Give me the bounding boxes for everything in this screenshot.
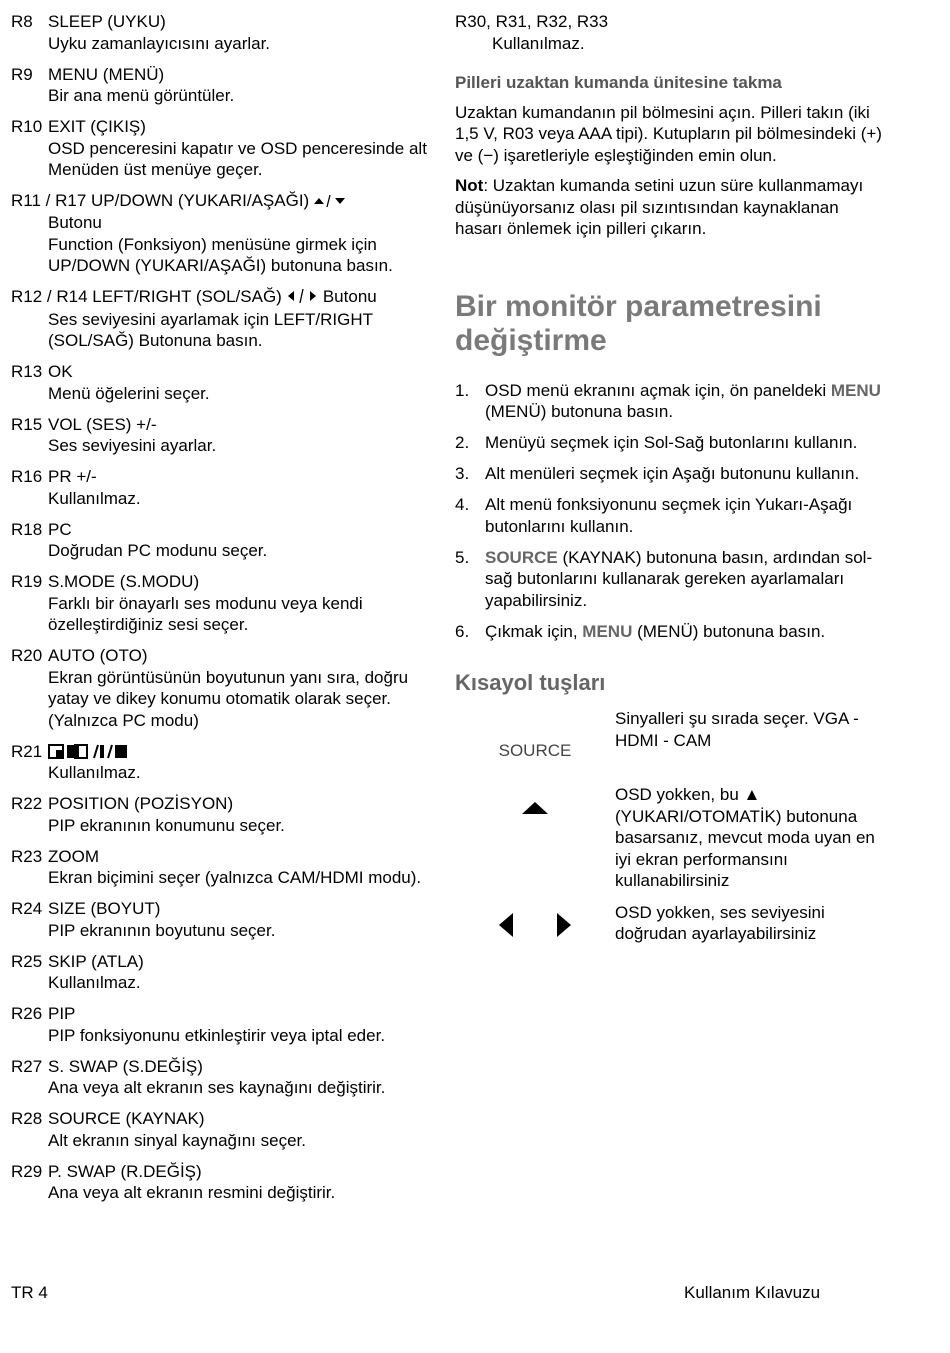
key-description: OSD penceresini kapatır ve OSD penceresinde alt Menüden üst menüye geçer. xyxy=(48,138,427,179)
key-title: PR +/- xyxy=(48,467,97,487)
key-code: R26 xyxy=(11,1004,43,1024)
key-code: R12 / R14 xyxy=(11,287,88,307)
key-description: Kullanılmaz. xyxy=(48,488,141,508)
footer-page-number: TR 4 xyxy=(11,1283,48,1302)
remote-key-entry xyxy=(11,951,431,994)
r30-r33-title: R30, R31, R32, R33 xyxy=(455,12,609,31)
key-code: R16 xyxy=(11,467,43,487)
step-text: OSD menü ekranını açmak için, ön paneldeki xyxy=(485,380,831,400)
key-code: R25 xyxy=(11,951,43,971)
key-code: R23 xyxy=(11,846,43,866)
key-title: ZOOM xyxy=(48,846,99,866)
key-description: Farklı bir önayarlı ses modunu veya kendi özelleştirdiğiniz sesi seçer. xyxy=(48,593,363,635)
key-code: R29 xyxy=(11,1161,43,1181)
up-down-arrows-icon xyxy=(313,191,347,213)
key-description: Function (Fonksiyon) menüsüne girmek için UP/DOWN (YUKARI/AŞAĞI) butonuna basın. xyxy=(48,234,393,276)
shortcut-source-text: Sinyalleri şu sırada seçer. VGA - HDMI - CAM xyxy=(615,709,859,750)
key-description: PIP fonksiyonunu etkinleştirir veya iptal eder. xyxy=(48,1025,386,1045)
shortcut-up-text: OSD yokken, bu ▲ (YUKARI/OTOMATİK) butonuna basarsanız, mevcut moda uyan en iyi ekran performansını kullanabilirsiniz xyxy=(615,785,875,890)
battery-heading: Pilleri uzaktan kumanda ünitesine takma xyxy=(455,73,782,92)
step-item xyxy=(455,380,885,423)
key-code: R9 xyxy=(11,64,33,84)
key-code: R10 xyxy=(11,117,43,136)
key-title: S. SWAP (S.DEĞİŞ) xyxy=(48,1056,203,1076)
key-description: PIP ekranının konumunu seçer. xyxy=(48,815,285,835)
up-arrow-icon xyxy=(520,800,550,816)
remote-key-entry xyxy=(11,1056,431,1099)
remote-key-entry xyxy=(11,741,431,784)
key-code: R11 / R17 xyxy=(11,191,87,210)
remote-key-entry xyxy=(11,846,431,889)
key-description: Menü öğelerini seçer. xyxy=(48,383,210,403)
key-code: R13 xyxy=(11,362,43,382)
key-description: Kullanılmaz. xyxy=(48,973,141,993)
shortcut-source xyxy=(455,708,885,774)
step-number: 1. xyxy=(455,380,470,400)
step-number: 3. xyxy=(455,464,470,483)
key-title: LEFT/RIGHT (SOL/SAĞ) xyxy=(92,287,282,307)
key-title-suffix: Butonu xyxy=(48,213,102,233)
remote-key-entry xyxy=(11,11,431,54)
key-description: Ses seviyesini ayarlamak için LEFT/RIGHT (SOL/SAĞ) Butonuna basın. xyxy=(48,309,373,351)
key-title: SOURCE (KAYNAK) xyxy=(48,1109,205,1129)
step-text: Menüyü seçmek için Sol-Sağ butonlarını kullanın. xyxy=(485,433,858,452)
footer-manual-title: Kullanım Kılavuzu xyxy=(684,1283,821,1302)
step-text-after: (KAYNAK) butonuna basın, ardından sol-sağ butonlarını kullanarak gereken ayarlamaları yapabilirsiniz. xyxy=(485,547,873,610)
key-description: Ana veya alt ekranın resmini değiştirir. xyxy=(48,1183,336,1203)
key-description: Ana veya alt ekranın ses kaynağını değiştirir. xyxy=(48,1078,386,1098)
key-description: Ekran biçimini seçer (yalnızca CAM/HDMI modu). xyxy=(48,868,422,888)
remote-key-entry xyxy=(11,519,431,562)
step-item xyxy=(455,621,885,643)
r30-r33-entry xyxy=(455,11,885,54)
key-title: P. SWAP (R.DEĞİŞ) xyxy=(48,1161,202,1181)
key-description: Kullanılmaz. xyxy=(48,763,141,783)
left-right-arrows-icon xyxy=(286,287,318,309)
step-text: Alt menü fonksiyonunu seçmek için Yukarı-Aşağı butonlarını kullanın. xyxy=(485,495,853,536)
remote-key-entry xyxy=(11,361,431,404)
shortcut-up xyxy=(455,784,885,892)
left-column xyxy=(11,11,431,1213)
remote-key-entry xyxy=(11,571,431,636)
step-text-after: (MENÜ) butonuna basın. xyxy=(632,621,826,641)
key-description: PIP ekranının boyutunu seçer. xyxy=(48,920,276,940)
key-title: MENU (MENÜ) xyxy=(48,64,165,84)
key-code: R19 xyxy=(11,572,43,592)
step-keyword: SOURCE xyxy=(485,547,558,567)
remote-key-entry xyxy=(11,898,431,941)
key-code: R27 xyxy=(11,1056,43,1076)
r30-r33-desc: Kullanılmaz. xyxy=(492,33,585,53)
key-title: PC xyxy=(48,519,72,539)
key-description: Ses seviyesini ayarlar. xyxy=(48,436,217,456)
remote-key-entry xyxy=(11,116,431,181)
key-title: POSITION (POZİSYON) xyxy=(48,794,234,814)
step-item xyxy=(455,463,885,485)
key-description: Alt ekranın sinyal kaynağını seçer. xyxy=(48,1130,306,1150)
key-title: SIZE (BOYUT) xyxy=(48,899,161,919)
key-title: EXIT (ÇIKIŞ) xyxy=(48,117,146,136)
remote-key-entry xyxy=(11,466,431,509)
note-text: : Uzaktan kumanda setini uzun süre kullanmamayı düşünüyorsanız olası pil sızıntısından kaynaklanan hasarı önlemek için pilleri çıkarın. xyxy=(455,176,864,238)
key-description: Bir ana menü görüntüler. xyxy=(48,86,235,105)
note-paragraph xyxy=(455,175,885,240)
step-text: Alt menüleri seçmek için Aşağı butonunu kullanın. xyxy=(485,464,860,483)
key-title: OK xyxy=(48,362,73,382)
remote-key-entry xyxy=(11,1108,431,1151)
step-text: Çıkmak için, xyxy=(485,621,583,641)
key-description: Doğrudan PC modunu seçer. xyxy=(48,541,268,561)
step-keyword: MENU xyxy=(582,621,633,641)
remote-key-entry xyxy=(11,414,431,457)
shortcut-leftright xyxy=(455,902,885,945)
key-code: R15 xyxy=(11,414,43,434)
key-title: AUTO (OTO) xyxy=(48,646,148,666)
key-title: SKIP (ATLA) xyxy=(48,951,144,971)
remote-key-entry xyxy=(11,286,431,351)
key-code: R18 xyxy=(11,519,43,539)
step-text-after: (MENÜ) butonuna basın. xyxy=(485,402,674,421)
battery-paragraph: Uzaktan kumandanın pil bölmesini açın. Pilleri takın (iki 1,5 V, R03 veya AAA tipi). Kutupların pil bölmesindeki (+) ve (−) işaretleriyle eşleştiğinden emin olun. xyxy=(455,102,882,165)
step-item xyxy=(455,547,885,612)
key-code: R21 xyxy=(11,741,43,761)
source-button-icon: SOURCE xyxy=(498,741,572,761)
remote-key-entry xyxy=(11,1003,431,1046)
step-item xyxy=(455,432,885,454)
step-number: 6. xyxy=(455,621,470,641)
key-code: R8 xyxy=(11,12,33,31)
key-title: UP/DOWN (YUKARI/AŞAĞI) xyxy=(91,191,310,210)
key-title: VOL (SES) +/- xyxy=(48,414,157,434)
step-keyword: MENU xyxy=(830,380,881,400)
key-title-suffix: Butonu xyxy=(322,287,377,307)
steps-list xyxy=(455,380,885,643)
key-code: R28 xyxy=(11,1109,43,1129)
remote-key-entry xyxy=(11,793,431,836)
key-code: R20 xyxy=(11,646,43,666)
remote-key-entry xyxy=(11,190,431,277)
step-item xyxy=(455,494,885,537)
remote-key-entry xyxy=(11,645,431,731)
right-column xyxy=(455,11,885,955)
shortcut-leftright-text: OSD yokken, ses seviyesini doğrudan ayarlayabilirsiniz xyxy=(615,902,825,943)
key-code: R22 xyxy=(11,794,43,814)
pip-mode-icon xyxy=(48,742,132,761)
main-heading: Bir monitör parametresini değiştirme xyxy=(455,289,822,357)
step-number: 5. xyxy=(455,547,470,567)
key-title: SLEEP (UYKU) xyxy=(48,12,166,31)
step-number: 4. xyxy=(455,495,470,514)
key-title: PIP xyxy=(48,1004,76,1024)
step-number: 2. xyxy=(455,433,470,452)
remote-key-entry xyxy=(11,1161,431,1204)
shortcut-heading: Kısayol tuşları xyxy=(455,670,606,695)
key-title: S.MODE (S.MODU) xyxy=(48,572,200,592)
left-right-arrows-icon xyxy=(495,910,575,940)
key-code: R24 xyxy=(11,899,43,919)
key-description: Ekran görüntüsünün boyutunun yanı sıra, doğru yatay ve dikey konumu otomatik olarak seçer. (Yalnızca PC modu) xyxy=(48,667,409,730)
note-label: Not xyxy=(455,176,484,195)
key-description: Uyku zamanlayıcısını ayarlar. xyxy=(48,33,271,53)
remote-key-entry xyxy=(11,64,431,107)
